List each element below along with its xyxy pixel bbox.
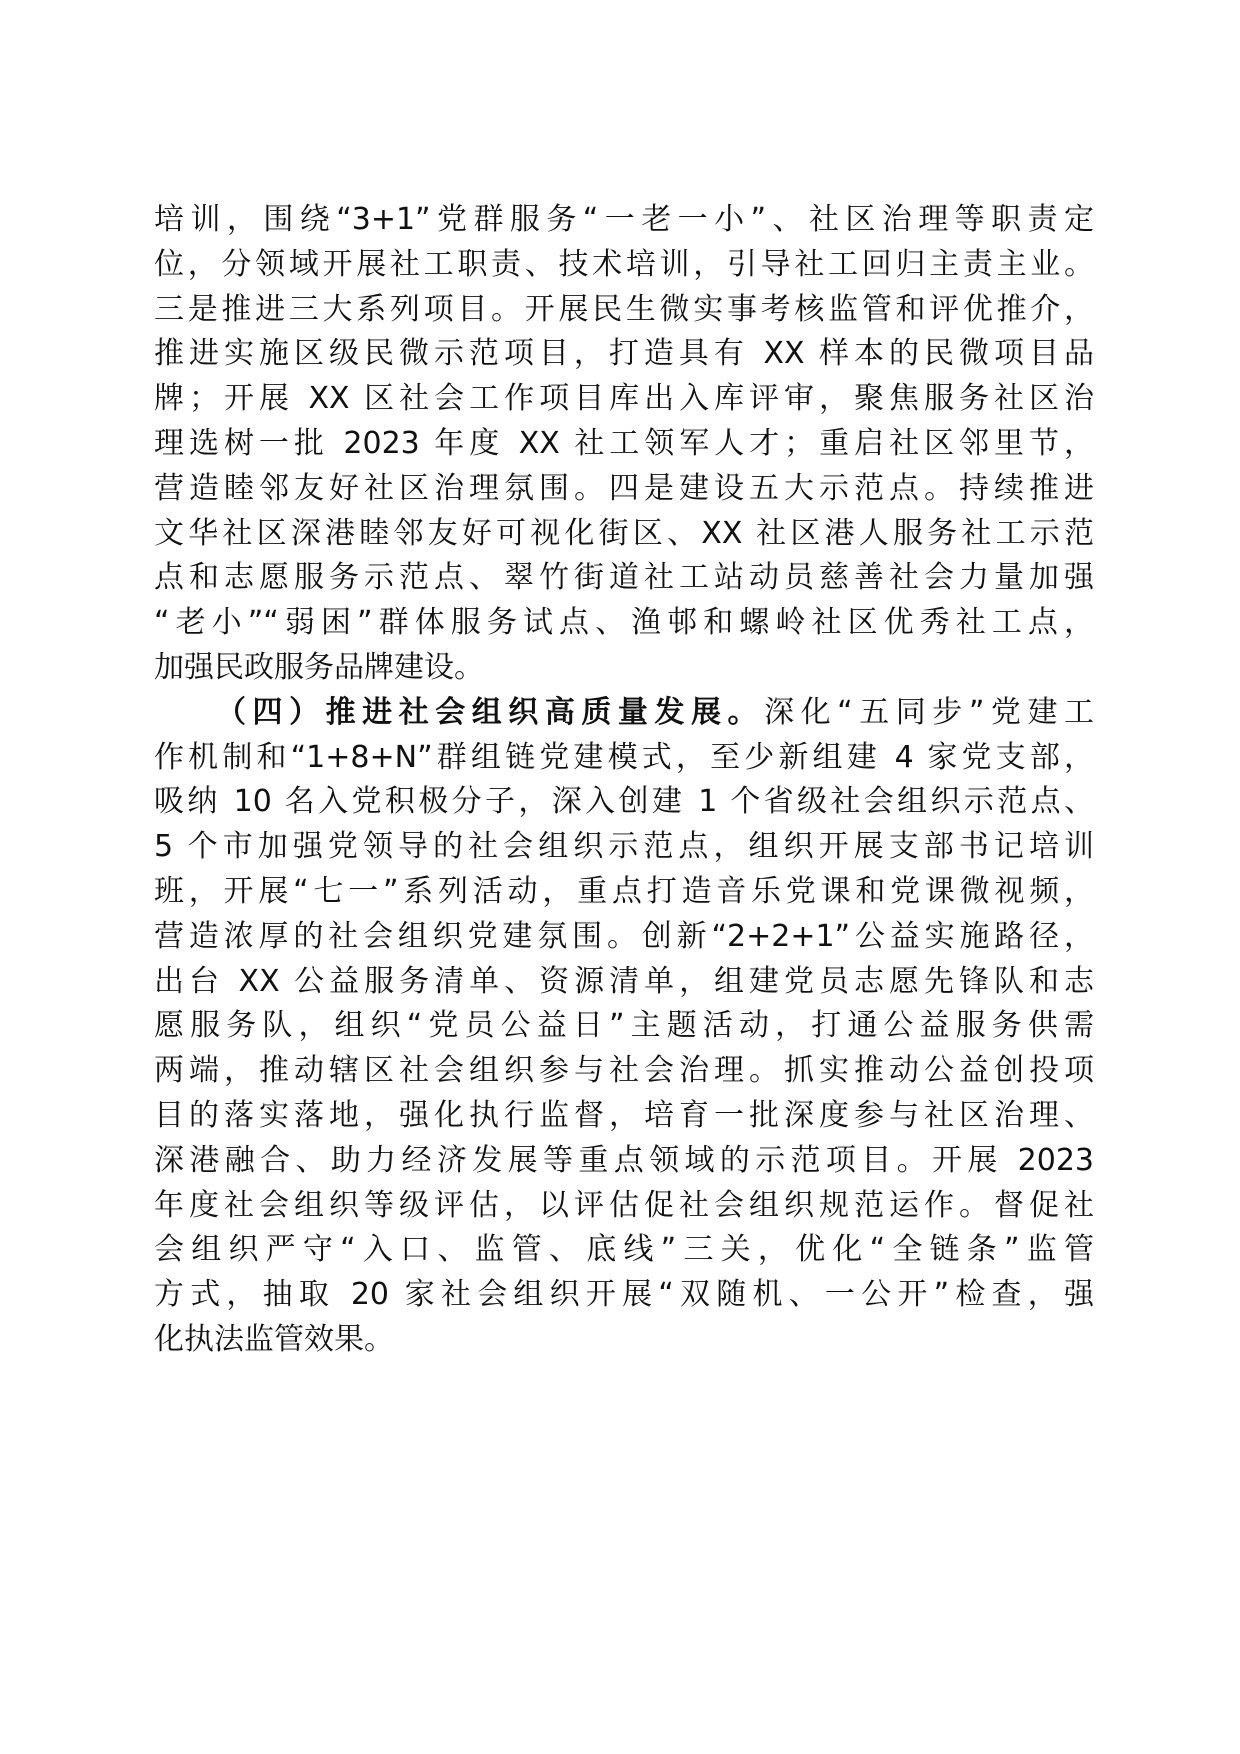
text-line: 加强民政服务品牌建设。: [154, 649, 484, 685]
text-line: 会组织严守“入口、监管、底线”三关，优化“全链条”监管: [154, 1232, 1094, 1268]
paragraph-social-organizations: [154, 691, 1094, 1363]
text-line: 牌；开展 XX 区社会工作项目库出入库评审，聚焦服务社区治: [154, 381, 1094, 417]
text-line: 理选树一批 2023 年度 XX 社工领军人才；重启社区邻里节，: [154, 425, 1094, 461]
text-line: 方式，抽取 20 家社会组织开展“双随机、一公开”检查，强: [154, 1277, 1094, 1313]
text-line: 位，分领域开展社工职责、技术培训，引导社工回归主责主业。: [154, 246, 1094, 282]
text-line: “老小”“弱困”群体服务试点、渔邨和螺岭社区优秀社工点，: [154, 605, 1094, 641]
text-line: 深港融合、助力经济发展等重点领域的示范项目。开展 2023: [154, 1142, 1094, 1178]
text-line: 目的落实落地，强化执行监督，培育一批深度参与社区治理、: [154, 1097, 1094, 1133]
document-body: [154, 198, 1094, 1363]
text-line: 5 个市加强党领导的社会组织示范点，组织开展支部书记培训: [154, 829, 1094, 865]
text-line: 出台 XX 公益服务清单、资源清单，组建党员志愿先锋队和志: [154, 963, 1094, 999]
text-line: 培训，围绕“3+1”党群服务“一老一小”、社区治理等职责定: [154, 202, 1094, 237]
paragraph-social-work-projects: [154, 198, 1094, 691]
text-line: 班，开展“七一”系列活动，重点打造音乐党课和党课微视频，: [154, 873, 1094, 909]
text-line: 愿服务队，组织“党员公益日”主题活动，打通公益服务供需: [154, 1008, 1094, 1044]
text-line: 推进实施区级民微示范项目，打造具有 XX 样本的民微项目品: [154, 336, 1094, 372]
text-line: 吸纳 10 名入党积极分子，深入创建 1 个省级社会组织示范点、: [154, 784, 1094, 820]
text-line: 化执法监管效果。: [154, 1321, 394, 1357]
section-heading: （四）推进社会组织高质量发展。: [216, 694, 765, 730]
text-line: 三是推进三大系列项目。开展民生微实事考核监管和评优推介，: [154, 291, 1094, 327]
text-line: 点和志愿服务示范点、翠竹街道社工站动员慈善社会力量加强: [154, 560, 1094, 596]
text-line: 营造睦邻友好社区治理氛围。四是建设五大示范点。持续推进: [154, 470, 1094, 506]
text-line: 营造浓厚的社会组织党建氛围。创新“2+2+1”公益实施路径，: [154, 918, 1094, 954]
heading-continuation: 深化“五同步”党建工: [764, 694, 1095, 730]
text-line: 作机制和“1+8+N”群组链党建模式，至少新组建 4 家党支部，: [154, 739, 1094, 775]
text-line: 文华社区深港睦邻友好可视化街区、XX 社区港人服务社工示范: [154, 515, 1094, 551]
text-line: 年度社会组织等级评估，以评估促社会组织规范运作。督促社: [154, 1187, 1094, 1223]
paragraph-first-line: [154, 691, 1094, 736]
text-line: 两端，推动辖区社会组织参与社会治理。抓实推动公益创投项: [154, 1053, 1094, 1089]
